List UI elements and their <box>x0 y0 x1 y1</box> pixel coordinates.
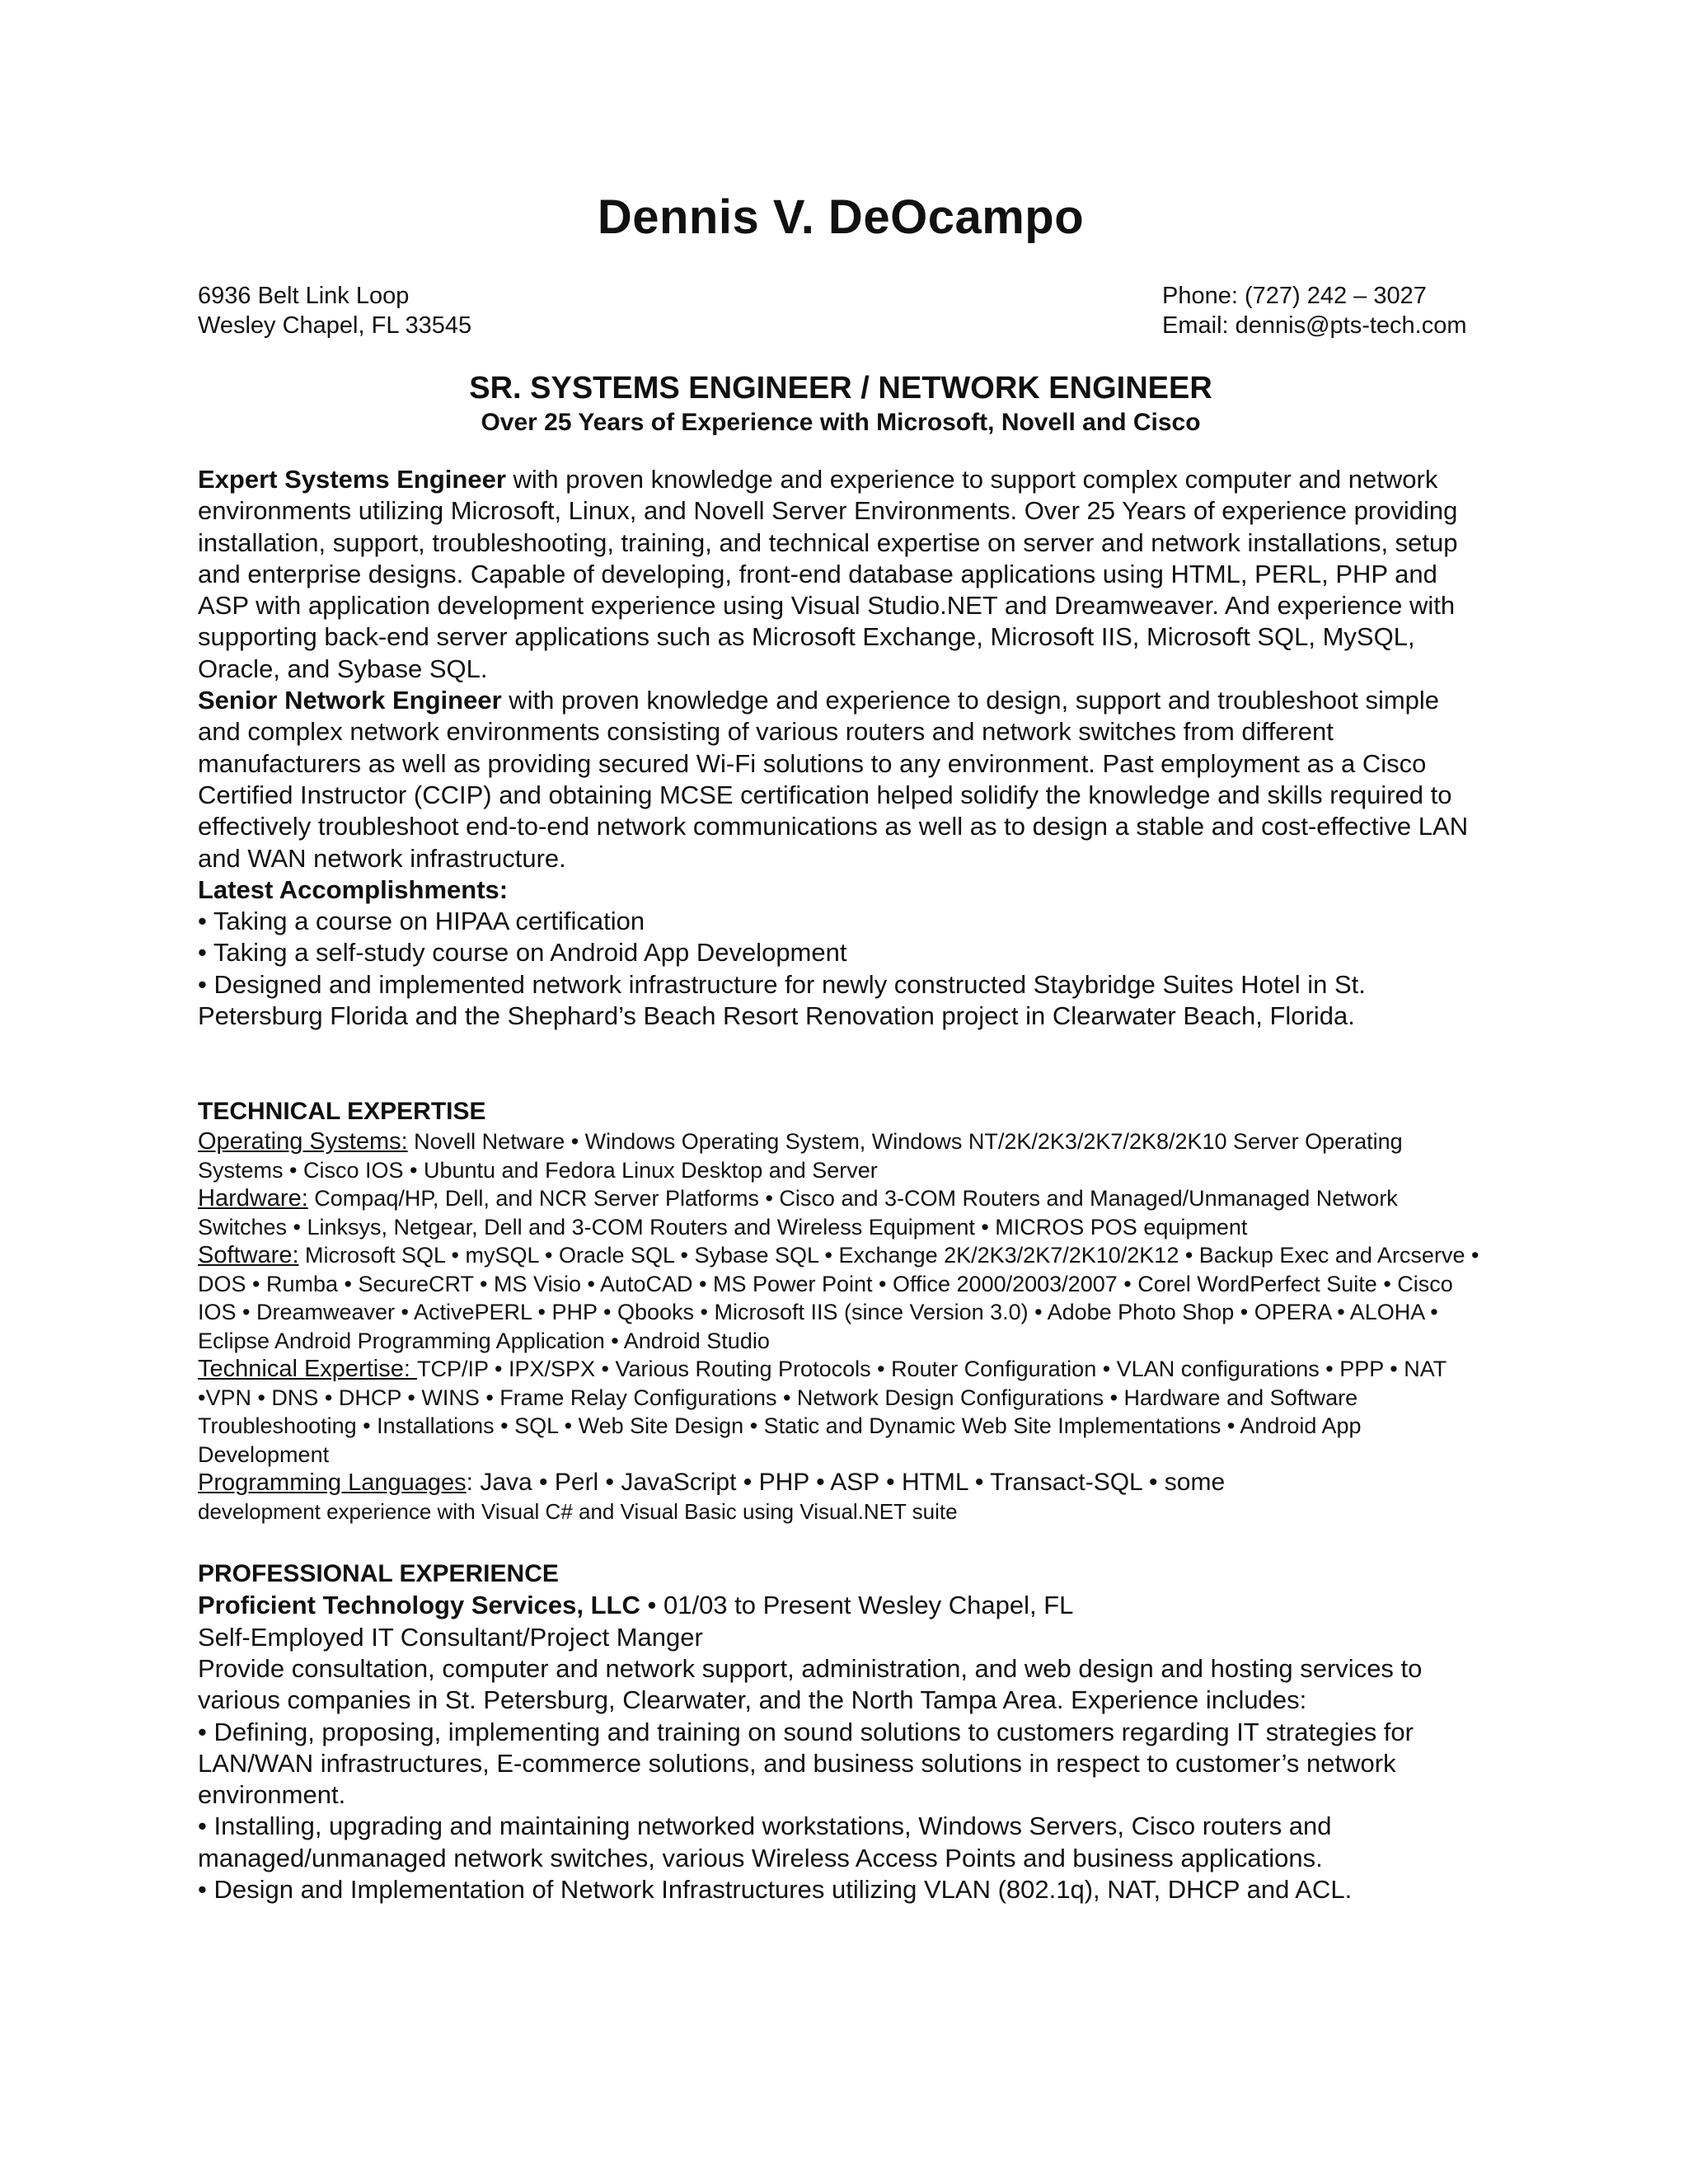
address-line-2: Wesley Chapel, FL 33545 <box>198 312 472 339</box>
tech-text-software: Microsoft SQL • mySQL • Oracle SQL • Sybase SQL • Exchange 2K/2K3/2K7/2K10/2K12 • Backup Exec and Arcserve • DOS • Rumba • SecureCRT • MS Visio • AutoCAD • MS Power Point • Office 2000/2003/2007 • Corel WordPerfect Suite • Cisco IOS • Dreamweaver • ActivePERL • PHP • Qbooks • Microsoft IIS (since Version 3.0) • Adobe Photo Shop • OPERA • ALOHA • Eclipse Android Programming Application • Android Studio <box>198 1243 1479 1353</box>
tech-text-hardware: Compaq/HP, Dell, and NCR Server Platforms • Cisco and 3-COM Routers and Managed/Unmanaged Network Switches • Linksys, Netgear, Dell and 3-COM Routers and Wireless Equipment • MICROS POS equipment <box>198 1186 1398 1240</box>
technical-expertise-heading: TECHNICAL EXPERTISE <box>198 1098 486 1126</box>
summary-lead-systems: Expert Systems Engineer <box>198 465 506 494</box>
job-title: SR. SYSTEMS ENGINEER / NETWORK ENGINEER <box>469 371 1212 405</box>
accomplishments-list <box>198 906 1484 1032</box>
tech-text-programming-tail: development experience with Visual C# and Visual Basic using Visual.NET suite <box>198 1498 958 1524</box>
list-item: • Defining, proposing, implementing and training on sound solutions to customers regarding IT strategies for LAN/WAN infrastructures, E-commerce solutions, and business solutions in respect to customer’s network environment. <box>198 1717 1414 1810</box>
phone: Phone: (727) 242 – 3027 <box>1162 283 1427 309</box>
tech-label-technical-expertise: Technical Expertise: <box>198 1356 417 1383</box>
company-meta: • 01/03 to Present Wesley Chapel, FL <box>640 1591 1074 1620</box>
summary-paragraph-systems <box>198 464 1484 685</box>
job-role: Self-Employed IT Consultant/Project Manger <box>198 1622 703 1652</box>
list-item: • Designed and implemented network infrastructure for newly constructed Staybridge Suites Hotel in St. Petersburg Florida and the Shephard’s Beach Resort Renovation project in Clearwater Beach, Florida. <box>198 969 1366 1031</box>
summary-paragraph-network <box>198 685 1484 874</box>
tech-label-programming-languages: Programming Languages <box>198 1469 467 1497</box>
accomplishments-title: Latest Accomplishments: <box>198 874 509 904</box>
job-description: Provide consultation, computer and network support, administration, and web design and hosting services to various companies in St. Petersburg, Clearwater, and the North Tampa Area. Experience includes: <box>198 1653 1423 1715</box>
list-item: • Design and Implementation of Network Infrastructures utilizing VLAN (802.1q), NAT, DHCP and ACL. <box>198 1875 1353 1905</box>
tech-row-technical-expertise <box>198 1355 1484 1469</box>
technical-expertise-section <box>198 1127 1484 1526</box>
address-line-1: 6936 Belt Link Loop <box>198 283 410 309</box>
tech-row-hardware <box>198 1184 1484 1241</box>
contact-block <box>198 281 1484 340</box>
contact-details <box>1162 281 1484 340</box>
email: Email: dennis@pts-tech.com <box>1162 312 1467 339</box>
tech-label-hardware: Hardware: <box>198 1185 308 1212</box>
tech-label-operating-systems: Operating Systems: <box>198 1128 408 1155</box>
tech-label-software: Software: <box>198 1242 299 1269</box>
list-item: • Taking a course on HIPAA certification <box>198 907 645 936</box>
list-item: • Installing, upgrading and maintaining networked workstations, Windows Servers, Cisco routers and managed/unmanaged network switches, various Wireless Access Points and business applications. <box>198 1811 1332 1872</box>
tech-text-technical-expertise: TCP/IP • IPX/SPX • Various Routing Protocols • Router Configuration • VLAN configurations • PPP • NAT •VPN • DNS • DHCP • WINS • Frame Relay Configurations • Network Design Configurations • Hardware and Software Troubleshooting • Installations • SQL • Web Site Design • Static and Dynamic Web Site Implementations • Android App Development <box>198 1357 1447 1467</box>
tech-row-programming-languages <box>198 1469 1484 1526</box>
summary-text-network: with proven knowledge and experience to design, support and troubleshoot simple and complex network environments consisting of various routers and network switches from different manufacturers as well as providing secured Wi-Fi solutions to any environment. Past employment as a Cisco Certified Instructor (CCIP) and obtaining MCSE certification helped solidify the knowledge and skills required to effectively troubleshoot end-to-end network communications as well as to design a stable and cost-effective LAN and WAN network infrastructure. <box>198 686 1469 873</box>
list-item: • Taking a self-study course on Android App Development <box>198 938 847 968</box>
summary-lead-network: Senior Network Engineer <box>198 686 502 715</box>
company-name: Proficient Technology Services, LLC <box>198 1591 640 1620</box>
candidate-name: Dennis V. DeOcampo <box>597 190 1085 244</box>
professional-experience-section <box>198 1590 1484 1905</box>
summary-text-systems: with proven knowledge and experience to support complex computer and network environments utilizing Microsoft, Linux, and Novell Server Environments. Over 25 Years of experience providing installation, support, troubleshooting, training, and technical expertise on server and network installations, setup and enterprise designs. Capable of developing, front-end database applications using HTML, PERL, PHP and ASP with application development experience using Visual Studio.NET and Dreamweaver. And experience with supporting back-end server applications such as Microsoft Exchange, Microsoft IIS, Microsoft SQL, MySQL, Oracle, and Sybase SQL. <box>198 465 1458 683</box>
tech-text-programming-languages: : Java • Perl • JavaScript • PHP • ASP • HTML • Transact-SQL • some <box>466 1469 1226 1497</box>
job-header <box>198 1590 1484 1621</box>
job-duties-list <box>198 1717 1484 1906</box>
tech-text-operating-systems: Novell Netware • Windows Operating System, Windows NT/2K/2K3/2K7/2K8/2K10 Server Operating Systems • Cisco IOS • Ubuntu and Fedora Linux Desktop and Server <box>198 1129 1403 1183</box>
professional-experience-heading: PROFESSIONAL EXPERIENCE <box>198 1560 559 1588</box>
experience-tagline: Over 25 Years of Experience with Microsoft, Novell and Cisco <box>481 409 1201 436</box>
tech-row-operating-systems <box>198 1127 1484 1184</box>
address <box>198 281 471 340</box>
tech-row-software <box>198 1241 1484 1355</box>
summary-section <box>198 464 1484 1032</box>
resume-page <box>198 190 1484 1905</box>
